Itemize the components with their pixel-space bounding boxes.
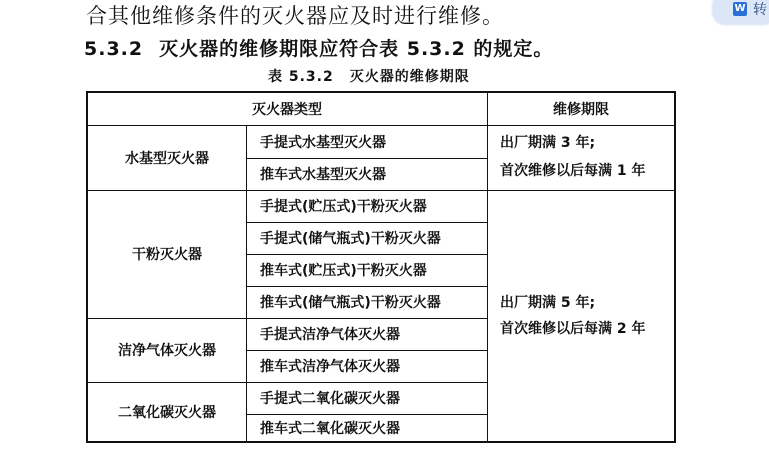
grid-line xyxy=(88,125,674,126)
clause-heading xyxy=(84,34,553,61)
grid-line xyxy=(246,222,487,223)
table-caption-number: 表 5.3.2 xyxy=(268,69,334,85)
category-water-based: 水基型灭火器 xyxy=(125,151,209,167)
item-cell: 推车式(储气瓶式)干粉灭火器 xyxy=(260,295,441,311)
header-extinguisher-type: 灭火器类型 xyxy=(252,102,322,118)
grid-line xyxy=(88,318,487,319)
item-cell: 手提式(贮压式)干粉灭火器 xyxy=(260,199,427,215)
category-co2: 二氧化碳灭火器 xyxy=(118,405,216,421)
word-doc-icon: W xyxy=(734,3,746,14)
preceding-text-line: 合其他维修条件的灭火器应及时进行维修。 xyxy=(86,4,504,28)
item-cell: 手提式水基型灭火器 xyxy=(260,135,386,151)
convert-to-word-widget[interactable] xyxy=(713,0,769,24)
grid-line xyxy=(246,254,487,255)
item-cell: 推车式二氧化碳灭火器 xyxy=(260,421,400,437)
grid-line xyxy=(88,382,487,383)
maintenance-period-table xyxy=(86,91,676,443)
category-clean-agent: 洁净气体灭火器 xyxy=(118,343,216,359)
grid-line xyxy=(88,190,674,191)
grid-line xyxy=(246,350,487,351)
item-cell: 手提式洁净气体灭火器 xyxy=(260,327,400,343)
grid-line xyxy=(246,125,247,441)
item-cell: 手提式(储气瓶式)干粉灭火器 xyxy=(260,231,441,247)
grid-line xyxy=(246,158,487,159)
grid-line xyxy=(246,414,487,415)
header-maintenance-period: 维修期限 xyxy=(553,102,609,118)
clause-number: 5.3.2 xyxy=(84,38,144,60)
clause-text: 灭火器的维修期限应符合表 5.3.2 的规定。 xyxy=(159,38,554,60)
item-cell: 推车式洁净气体灭火器 xyxy=(260,359,400,375)
grid-line xyxy=(246,286,487,287)
table-caption-title: 灭火器的维修期限 xyxy=(349,69,470,85)
period-1-line1: 出厂期满 3 年; xyxy=(500,135,596,151)
period-1-line2: 首次维修以后每满 1 年 xyxy=(500,163,646,179)
convert-label: 转 xyxy=(753,2,767,18)
grid-line xyxy=(487,93,488,441)
period-2-line2: 首次维修以后每满 2 年 xyxy=(500,321,646,337)
item-cell: 推车式(贮压式)干粉灭火器 xyxy=(260,263,427,279)
table-caption xyxy=(268,66,470,86)
item-cell: 推车式水基型灭火器 xyxy=(260,167,386,183)
period-2-line1: 出厂期满 5 年; xyxy=(500,295,596,311)
category-dry-powder: 干粉灭火器 xyxy=(132,247,202,263)
item-cell: 手提式二氧化碳灭火器 xyxy=(260,391,400,407)
